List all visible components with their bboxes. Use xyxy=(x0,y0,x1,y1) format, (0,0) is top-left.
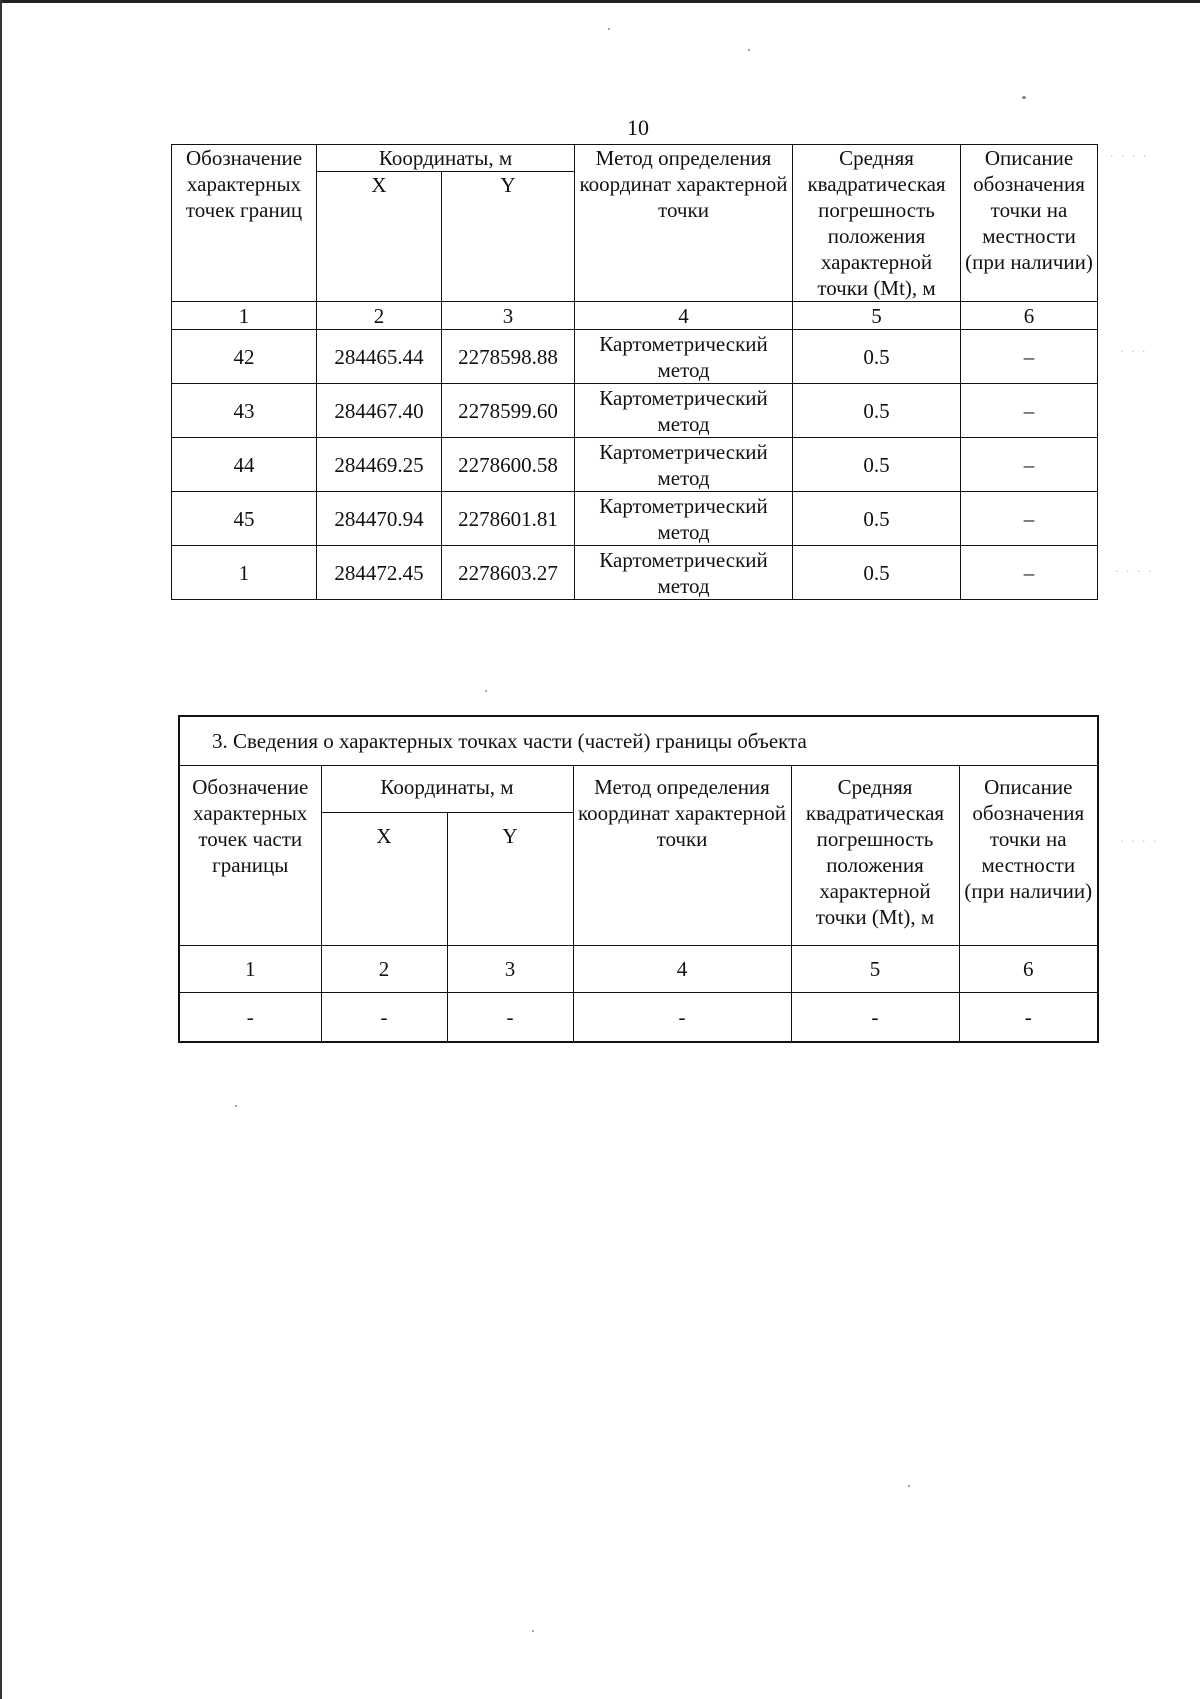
header-coordinates: Координаты, м xyxy=(317,145,575,172)
header-description: Описание обозначения точки на местности (при наличии) xyxy=(961,145,1098,302)
scan-speck xyxy=(1022,96,1026,99)
table-row xyxy=(179,993,1098,1043)
header-error: Средняя квадратическая погрешность положения характерной точки (Mt), м xyxy=(791,766,959,946)
scan-speck xyxy=(908,1485,910,1487)
table-row xyxy=(172,546,1098,600)
description-cell: – xyxy=(961,330,1098,384)
description-cell: – xyxy=(961,546,1098,600)
point-cell: 44 xyxy=(172,438,317,492)
scan-noise: · · · · xyxy=(1115,565,1154,578)
column-number: 6 xyxy=(959,946,1098,993)
column-number: 5 xyxy=(793,302,961,330)
table-row xyxy=(172,492,1098,546)
scan-noise: · · · · xyxy=(1120,835,1159,848)
scan-speck xyxy=(485,690,487,692)
method-cell: Картометрический метод xyxy=(575,384,793,438)
method-cell: Картометрический метод xyxy=(575,330,793,384)
x-cell: - xyxy=(321,993,447,1043)
header-y: Y xyxy=(442,172,575,302)
column-number: 3 xyxy=(442,302,575,330)
scan-edge-top xyxy=(0,0,1200,3)
scan-speck xyxy=(235,1105,237,1107)
x-cell: 284469.25 xyxy=(317,438,442,492)
column-number: 4 xyxy=(575,302,793,330)
scan-speck xyxy=(532,1630,534,1632)
description-cell: – xyxy=(961,492,1098,546)
description-cell: - xyxy=(959,993,1098,1043)
column-number: 6 xyxy=(961,302,1098,330)
error-cell: 0.5 xyxy=(793,330,961,384)
description-cell: – xyxy=(961,438,1098,492)
y-cell: 2278600.58 xyxy=(442,438,575,492)
header-method: Метод определения координат характерной точки xyxy=(573,766,791,946)
error-cell: 0.5 xyxy=(793,438,961,492)
scan-edge-left xyxy=(0,0,2,1699)
scan-noise: · · · xyxy=(1120,345,1148,358)
method-cell: Картометрический метод xyxy=(575,546,793,600)
y-cell: 2278603.27 xyxy=(442,546,575,600)
table-row xyxy=(172,384,1098,438)
column-number: 1 xyxy=(172,302,317,330)
error-cell: 0.5 xyxy=(793,384,961,438)
column-number: 4 xyxy=(573,946,791,993)
x-cell: 284470.94 xyxy=(317,492,442,546)
section-title: 3. Сведения о характерных точках части (частей) границы объекта xyxy=(179,716,1098,766)
header-coordinates: Координаты, м xyxy=(321,766,573,813)
header-designation: Обозначение характерных точек границ xyxy=(172,145,317,302)
error-cell: 0.5 xyxy=(793,492,961,546)
table-row xyxy=(172,438,1098,492)
x-cell: 284472.45 xyxy=(317,546,442,600)
y-cell: 2278598.88 xyxy=(442,330,575,384)
point-cell: 43 xyxy=(172,384,317,438)
column-number: 1 xyxy=(179,946,321,993)
table-row xyxy=(172,330,1098,384)
column-number: 2 xyxy=(317,302,442,330)
error-cell: - xyxy=(791,993,959,1043)
column-number: 5 xyxy=(791,946,959,993)
point-cell: - xyxy=(179,993,321,1043)
header-description: Описание обозначения точки на местности (при наличии) xyxy=(959,766,1098,946)
scan-noise: · · · · xyxy=(1110,150,1149,163)
column-number: 3 xyxy=(447,946,573,993)
description-cell: – xyxy=(961,384,1098,438)
header-method: Метод определения координат характерной точки xyxy=(575,145,793,302)
method-cell: - xyxy=(573,993,791,1043)
method-cell: Картометрический метод xyxy=(575,492,793,546)
x-cell: 284465.44 xyxy=(317,330,442,384)
column-number: 2 xyxy=(321,946,447,993)
point-cell: 42 xyxy=(172,330,317,384)
y-cell: 2278601.81 xyxy=(442,492,575,546)
page-number: 10 xyxy=(627,115,649,140)
header-error: Средняя квадратическая погрешность положения характерной точки (Mt), м xyxy=(793,145,961,302)
point-cell: 45 xyxy=(172,492,317,546)
header-designation: Обозначение характерных точек части границы xyxy=(179,766,321,946)
header-x: X xyxy=(317,172,442,302)
y-cell: 2278599.60 xyxy=(442,384,575,438)
header-y: Y xyxy=(447,813,573,946)
x-cell: 284467.40 xyxy=(317,384,442,438)
header-x: X xyxy=(321,813,447,946)
point-cell: 1 xyxy=(172,546,317,600)
method-cell: Картометрический метод xyxy=(575,438,793,492)
boundary-parts-table xyxy=(178,715,1099,1043)
boundary-points-table xyxy=(171,144,1098,600)
error-cell: 0.5 xyxy=(793,546,961,600)
scan-speck xyxy=(608,28,610,30)
y-cell: - xyxy=(447,993,573,1043)
scan-speck xyxy=(748,49,750,51)
